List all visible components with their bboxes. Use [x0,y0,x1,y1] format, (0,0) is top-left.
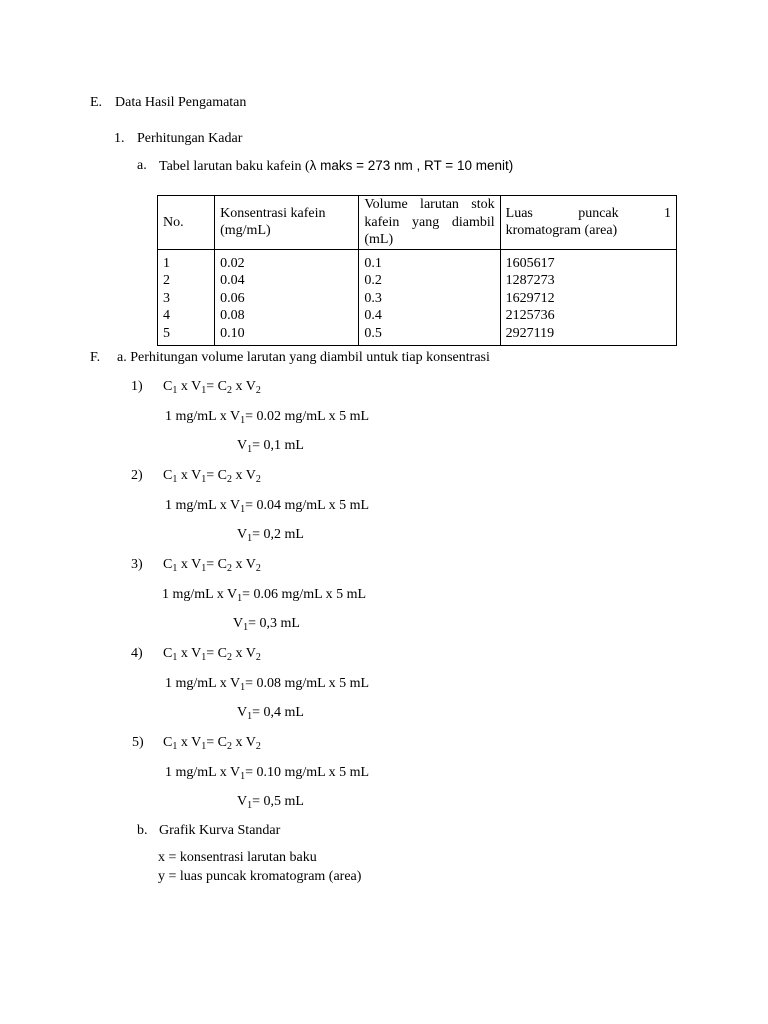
subscript: 1 [247,533,253,544]
result-value: = 0,3 mL [248,616,300,631]
subscript: 2 [255,563,261,574]
calc-substitution [165,408,369,426]
subscript: 1 [240,415,246,426]
item-b-title: Grafik Kurva Standar [159,823,281,838]
cell: 0.02 [220,255,245,271]
symbol-v: V [245,735,256,750]
operator: x [177,735,192,750]
table-data-row [158,249,677,346]
cell: 4 [163,308,170,323]
subscript: 1 [247,800,253,811]
col-luas [500,249,676,346]
calc-substitution [162,586,366,604]
cell: 2125736 [505,308,555,323]
item-a-marker: a. [137,158,147,173]
substitution-right: = 0.08 mg/mL x 5 mL [245,676,370,691]
calc-number: 4) [131,646,143,661]
symbol-v: V [237,794,248,809]
header-luas [500,196,676,250]
cell: 1287273 [505,273,555,288]
symbol-c: C [163,735,173,750]
subscript: 1 [240,771,246,782]
symbol-c: C [217,735,227,750]
calc-formula [163,378,261,396]
table-header-row [158,196,677,250]
symbol-v: V [191,557,202,572]
calc-result [237,793,304,811]
subscript: 1 [201,385,207,396]
operator: x [231,646,246,661]
item-a-title-params: λ maks = 273 nm , RT = 10 menit) [309,158,514,173]
subscript: 1 [172,652,178,663]
cell: 0.2 [364,273,382,288]
subscript: 2 [226,652,232,663]
cell: 0.08 [220,308,245,323]
cell: 0.5 [364,325,382,341]
x-definition: x = konsentrasi larutan baku [158,850,317,865]
section-f-marker: F. [90,350,101,365]
symbol-v: V [237,438,248,453]
subscript: 1 [172,741,178,752]
equals: = [206,646,218,661]
symbol-c: C [163,557,173,572]
calc-substitution [165,764,369,782]
cell: 0.04 [220,273,245,288]
calc-result [237,704,304,722]
subscript: 2 [255,652,261,663]
cell: 1629712 [505,290,555,306]
equals: = [206,557,218,572]
operator: x [231,468,246,483]
subscript: 1 [247,711,253,722]
subscript: 2 [226,563,232,574]
substitution-right: = 0.02 mg/mL x 5 mL [245,409,370,424]
cell: 3 [163,290,170,306]
result-value: = 0,1 mL [252,438,304,453]
item-a-title [159,157,513,176]
subscript: 1 [201,563,207,574]
calc-number: 3) [131,557,143,572]
symbol-c: C [217,557,227,572]
section-e-marker: E. [90,95,103,110]
calc-result [237,526,304,544]
subscript: 1 [240,504,246,515]
item-b-marker: b. [137,823,148,838]
item-a-title-main: Tabel larutan baku kafein ( [159,159,310,174]
subscript: 1 [243,622,249,633]
subscript: 1 [240,682,246,693]
subscript: 1 [201,474,207,485]
symbol-c: C [163,646,173,661]
calc-formula [163,556,261,574]
subscript: 1 [172,563,178,574]
calc-formula [163,645,261,663]
symbol-v: V [245,646,256,661]
cell: 2 [163,273,170,288]
y-definition: y = luas puncak kromatogram (area) [158,869,362,884]
header-no: No. [158,196,215,250]
cell: 1605617 [505,255,555,271]
symbol-v: V [237,705,248,720]
result-value: = 0,5 mL [252,794,304,809]
item-1-title: Perhitungan Kadar [137,131,243,146]
cell: 2927119 [505,325,555,341]
item-1-marker: 1. [114,131,125,146]
substitution-left: 1 mg/mL x V [165,498,241,513]
operator: x [231,557,246,572]
operator: x [231,735,246,750]
symbol-c: C [217,379,227,394]
section-e-title: Data Hasil Pengamatan [115,95,247,110]
substitution-right: = 0.06 mg/mL x 5 mL [242,587,367,602]
operator: x [177,646,192,661]
symbol-v: V [191,379,202,394]
calc-formula [163,467,261,485]
equals: = [206,735,218,750]
symbol-v: V [245,557,256,572]
symbol-v: V [245,468,256,483]
operator: x [177,468,192,483]
calc-substitution [165,675,369,693]
equals: = [206,379,218,394]
symbol-v: V [191,468,202,483]
substitution-left: 1 mg/mL x V [165,765,241,780]
substitution-left: 1 mg/mL x V [165,676,241,691]
subscript: 2 [226,474,232,485]
calc-result [237,437,304,455]
subscript: 2 [255,741,261,752]
col-no [158,249,215,346]
equals: = [206,468,218,483]
operator: x [177,557,192,572]
substitution-right: = 0.10 mg/mL x 5 mL [245,765,370,780]
symbol-v: V [245,379,256,394]
result-value: = 0,4 mL [252,705,304,720]
cell: 0.1 [364,255,382,271]
header-luas-line1: Luas puncak 1 [505,205,671,221]
result-value: = 0,2 mL [252,527,304,542]
cell: 0.06 [220,290,245,306]
calc-number: 5) [132,735,144,750]
kafein-standard-table [157,195,677,346]
cell: 0.4 [364,308,382,323]
header-luas-line2: kromatogram (area) [505,223,618,239]
cell: 5 [163,325,170,341]
header-konsentrasi: Konsentrasi kafein (mg/mL) [215,196,359,250]
subscript: 1 [201,652,207,663]
subscript: 1 [172,385,178,396]
calc-formula [163,734,261,752]
subscript: 1 [172,474,178,485]
cell: 0.3 [364,290,382,306]
col-konsentrasi [215,249,359,346]
symbol-v: V [237,527,248,542]
subscript: 2 [255,385,261,396]
cell: 0.10 [220,325,245,341]
operator: x [177,379,192,394]
symbol-c: C [217,646,227,661]
operator: x [231,379,246,394]
calc-number: 2) [131,468,143,483]
substitution-left: 1 mg/mL x V [162,587,238,602]
col-volume [359,249,500,346]
subscript: 1 [237,593,243,604]
calc-result [233,615,300,633]
symbol-v: V [191,646,202,661]
subscript: 2 [255,474,261,485]
substitution-left: 1 mg/mL x V [165,409,241,424]
symbol-c: C [163,379,173,394]
section-f-subtitle: a. Perhitungan volume larutan yang diambil untuk tiap konsentrasi [117,350,490,365]
subscript: 1 [201,741,207,752]
subscript: 2 [226,385,232,396]
symbol-c: C [217,468,227,483]
symbol-c: C [163,468,173,483]
substitution-right: = 0.04 mg/mL x 5 mL [245,498,370,513]
header-volume: Volume larutan stok kafein yang diambil (mL) [359,196,500,250]
subscript: 1 [247,444,253,455]
cell: 1 [163,255,170,271]
symbol-v: V [191,735,202,750]
calc-substitution [165,497,369,515]
symbol-v: V [233,616,244,631]
calc-number: 1) [131,379,143,394]
subscript: 2 [226,741,232,752]
